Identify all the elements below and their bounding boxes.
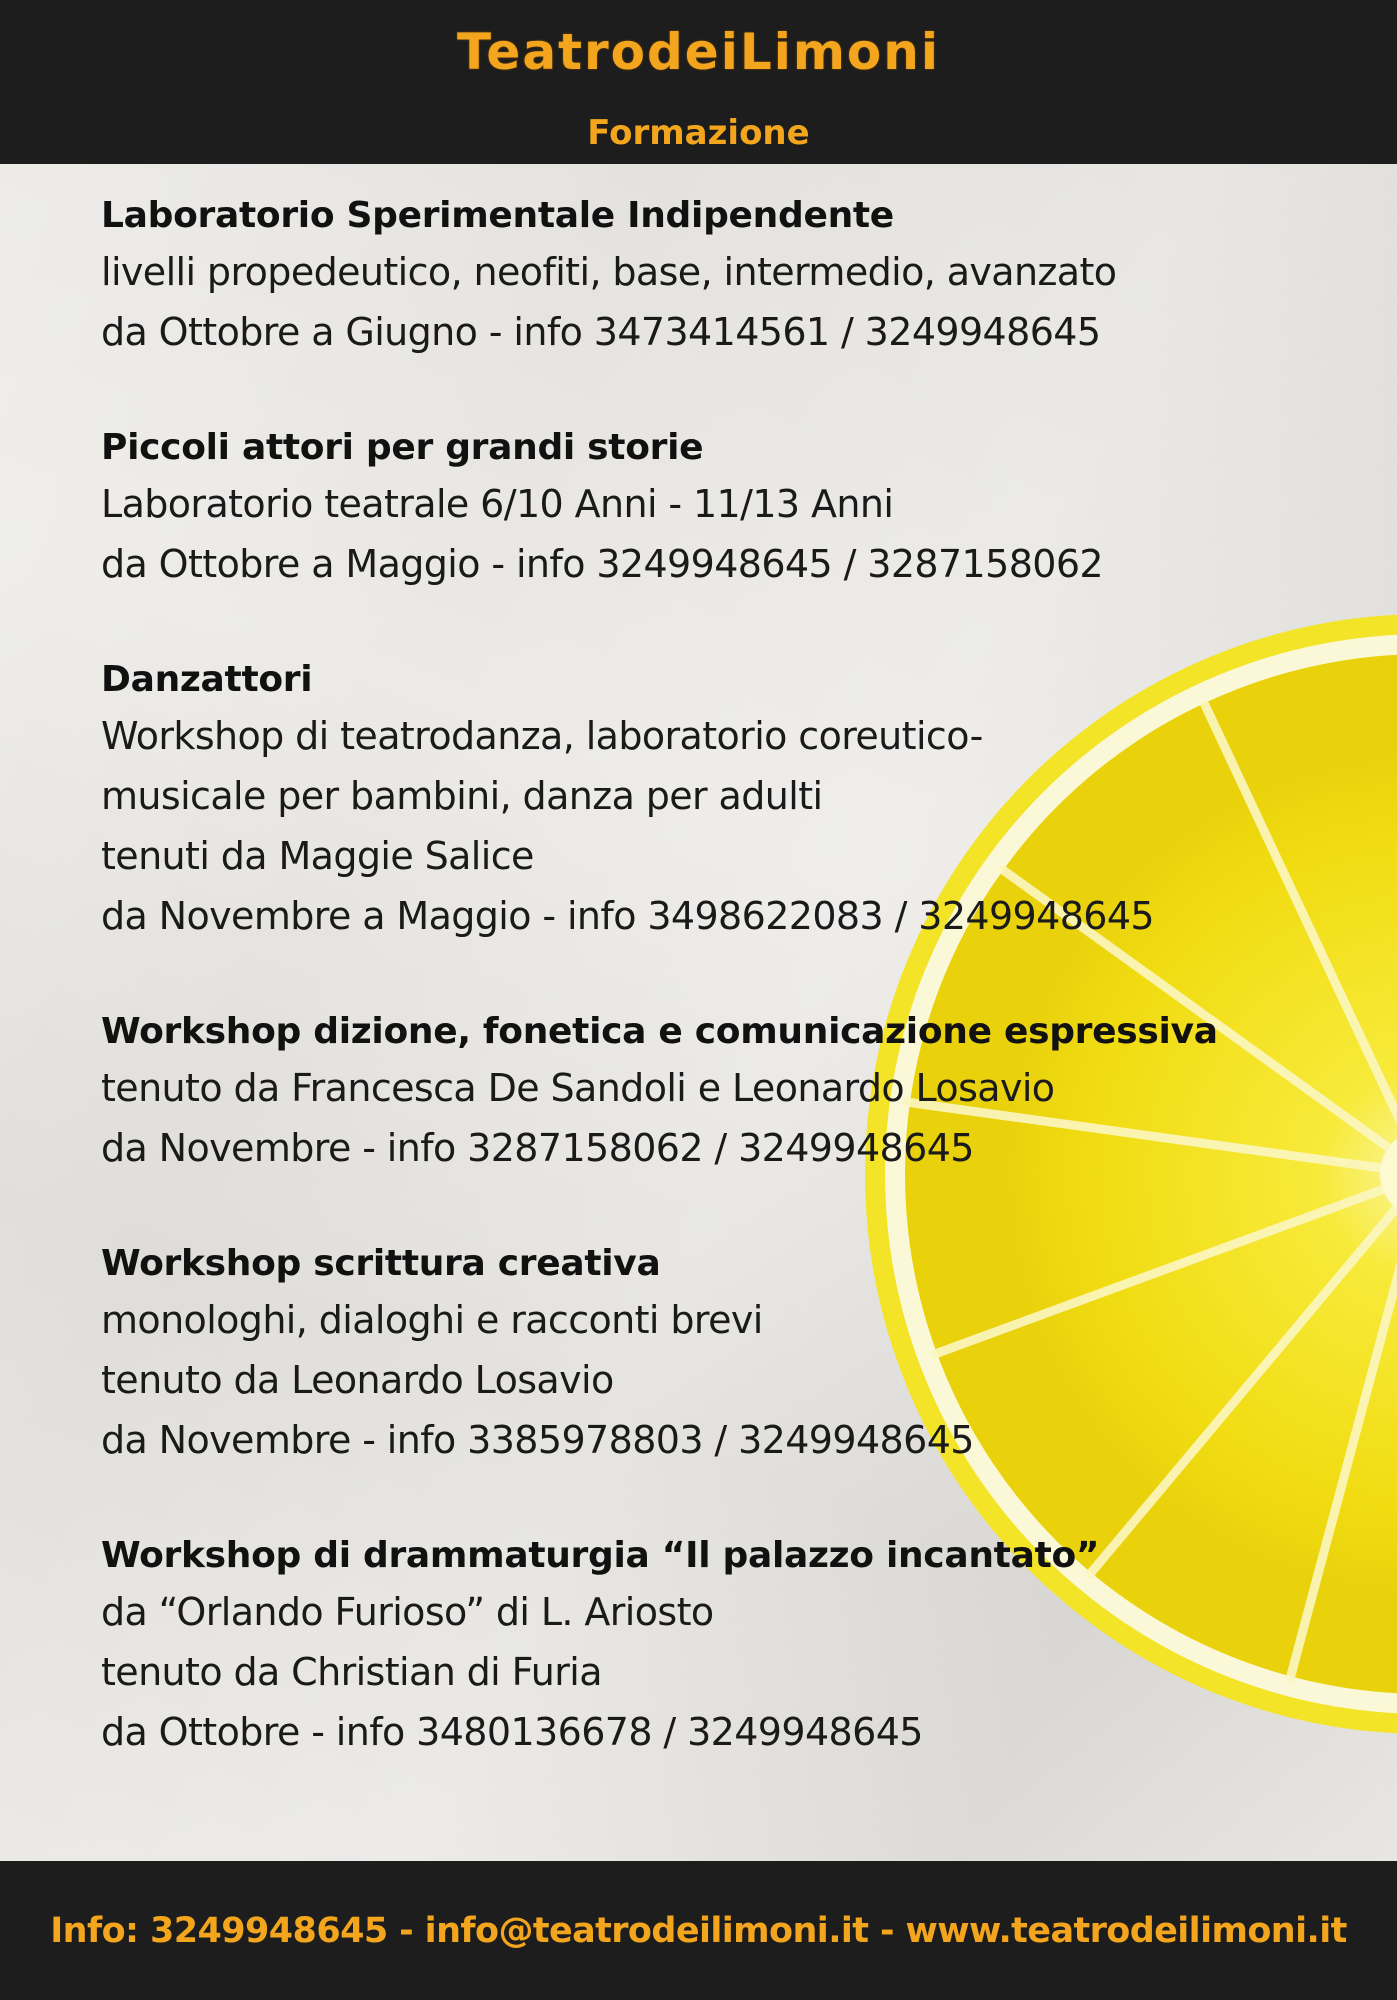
course-entry: [101, 1006, 1351, 1178]
header-subtitle: Formazione: [587, 113, 810, 153]
course-line: da “Orlando Furioso” di L. Ariosto: [101, 1590, 714, 1634]
course-entry: [101, 190, 1351, 362]
logo: TeatrodeiLimoni: [456, 23, 941, 81]
course-line: Laboratorio teatrale 6/10 Anni - 11/13 Anni: [101, 482, 894, 526]
course-title: Laboratorio Sperimentale Indipendente: [101, 195, 894, 236]
course-line: livelli propedeutico, neofiti, base, intermedio, avanzato: [101, 250, 1117, 294]
course-title: Danzattori: [101, 659, 313, 700]
course-title: Piccoli attori per grandi storie: [101, 427, 704, 468]
course-line: Workshop di teatrodanza, laboratorio coreutico-: [101, 714, 983, 758]
course-line: da Ottobre a Maggio - info 3249948645 / 3287158062: [101, 542, 1104, 586]
course-entry: [101, 1530, 1351, 1762]
course-entry: [101, 654, 1351, 946]
course-list: [101, 190, 1351, 1822]
footer-contact-info: Info: 3249948645 - info@teatrodeilimoni.it - www.teatrodeilimoni.it: [50, 1911, 1347, 1951]
course-line: da Ottobre - info 3480136678 / 3249948645: [101, 1710, 923, 1754]
course-line: da Novembre - info 3385978803 / 3249948645: [101, 1418, 974, 1462]
course-line: tenuto da Leonardo Losavio: [101, 1358, 614, 1402]
course-entry: [101, 1238, 1351, 1470]
course-line: musicale per bambini, danza per adulti: [101, 774, 823, 818]
course-line: tenuti da Maggie Salice: [101, 834, 534, 878]
course-line: tenuto da Christian di Furia: [101, 1650, 602, 1694]
course-line: da Ottobre a Giugno - info 3473414561 / 3249948645: [101, 310, 1101, 354]
course-line: da Novembre - info 3287158062 / 3249948645: [101, 1126, 974, 1170]
course-title: Workshop dizione, fonetica e comunicazione espressiva: [101, 1011, 1218, 1052]
course-entry: [101, 422, 1351, 594]
course-line: da Novembre a Maggio - info 3498622083 / 3249948645: [101, 894, 1155, 938]
header-bar: [0, 0, 1397, 164]
course-line: monologhi, dialoghi e racconti brevi: [101, 1298, 763, 1342]
course-line: tenuto da Francesca De Sandoli e Leonardo Losavio: [101, 1066, 1055, 1110]
footer-bar: [0, 1861, 1397, 2000]
course-title: Workshop di drammaturgia “Il palazzo incantato”: [101, 1535, 1100, 1576]
course-title: Workshop scrittura creativa: [101, 1243, 661, 1284]
